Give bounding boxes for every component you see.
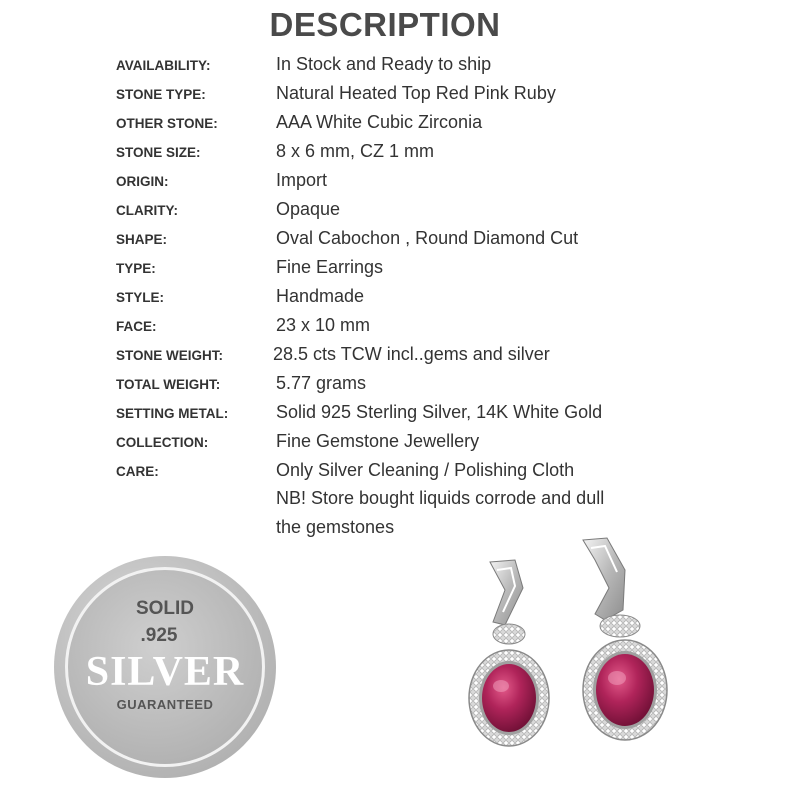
spec-label: FACE: [116, 319, 157, 334]
spec-value: 23 x 10 mm [276, 315, 371, 335]
spec-label: STONE SIZE: [116, 145, 201, 160]
ruby-earrings-photo [455, 530, 685, 790]
spec-value: Only Silver Cleaning / Polishing Cloth [276, 460, 575, 480]
spec-label: COLLECTION: [116, 435, 209, 450]
badge-guaranteed-text: GUARANTEED [116, 697, 214, 712]
spec-label: SETTING METAL: [116, 406, 229, 421]
spec-value: 5.77 grams [276, 373, 367, 393]
spec-value: Fine Earrings [276, 257, 384, 277]
badge-solid-text: SOLID [135, 598, 195, 619]
badge-silver-text: SILVER [85, 649, 245, 695]
spec-value: Opaque [276, 199, 341, 219]
spec-value: Import [276, 170, 328, 190]
spec-label: SHAPE: [116, 232, 168, 247]
spec-label: TOTAL WEIGHT: [116, 377, 221, 392]
spec-value: In Stock and Ready to ship [276, 54, 492, 74]
silver-guarantee-badge [54, 556, 276, 778]
spec-label: CARE: [116, 464, 159, 479]
left-earring [469, 560, 549, 746]
right-earring [583, 538, 667, 740]
spec-value: AAA White Cubic Zirconia [276, 112, 483, 132]
spec-value: 8 x 6 mm, CZ 1 mm [276, 141, 435, 161]
spec-label: STONE WEIGHT: [116, 348, 224, 363]
page-title: DESCRIPTION [269, 6, 501, 43]
spec-value: Solid 925 Sterling Silver, 14K White Gold [276, 402, 603, 422]
spec-label: STYLE: [116, 290, 165, 305]
spec-label: STONE TYPE: [116, 87, 206, 102]
spec-label: CLARITY: [116, 203, 178, 218]
spec-label: AVAILABILITY: [116, 58, 211, 73]
spec-value: Handmade [276, 286, 365, 306]
spec-label: ORIGIN: [116, 174, 169, 189]
care-note-line: the gemstones [276, 517, 395, 537]
spec-value: Natural Heated Top Red Pink Ruby [276, 83, 556, 103]
care-note-line: NB! Store bought liquids corrode and dull [276, 488, 605, 508]
spec-value: Oval Cabochon , Round Diamond Cut [276, 228, 579, 248]
spec-value: Fine Gemstone Jewellery [276, 431, 480, 451]
badge-925-text: .925 [140, 625, 178, 646]
spec-label: TYPE: [116, 261, 156, 276]
spec-label: OTHER STONE: [116, 116, 218, 131]
spec-value: 28.5 cts TCW incl..gems and silver [273, 344, 550, 364]
